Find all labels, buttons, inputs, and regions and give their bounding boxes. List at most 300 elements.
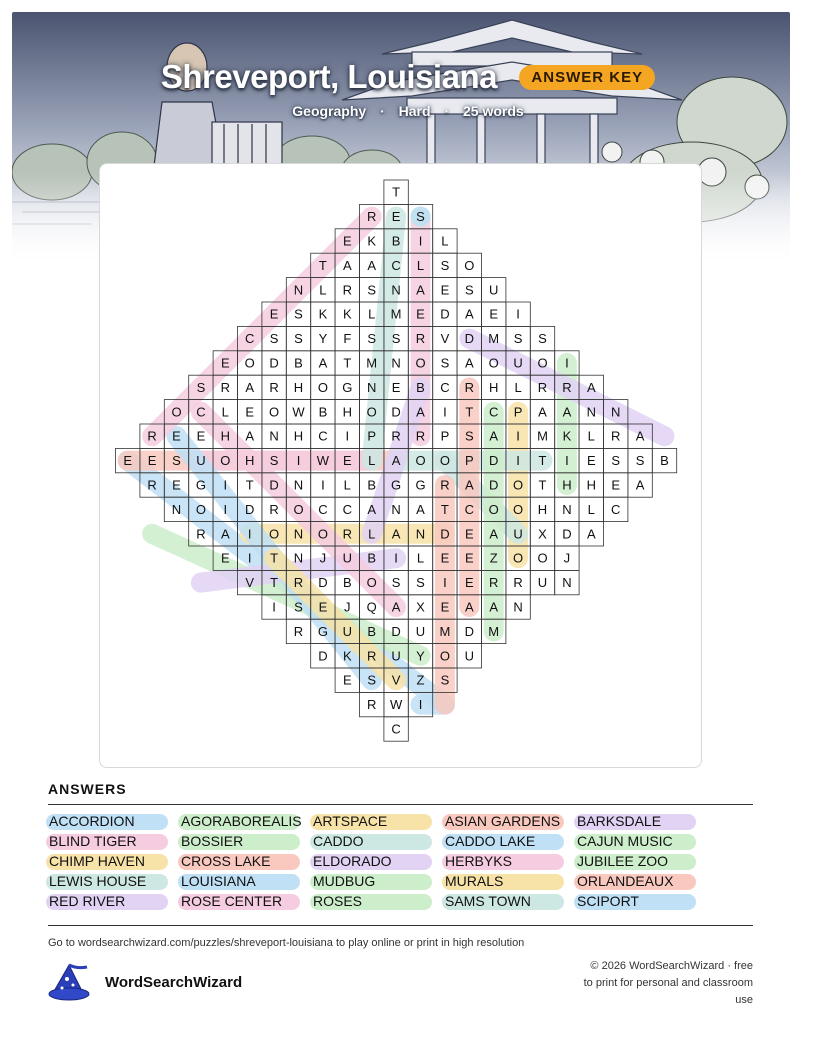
- grid-letter: T: [440, 501, 449, 517]
- grid-letter: E: [318, 599, 328, 615]
- grid-letter: S: [294, 331, 303, 347]
- grid-letter: R: [562, 379, 572, 395]
- grid-letter: S: [294, 599, 303, 615]
- grid-letter: C: [318, 428, 328, 444]
- grid-letter: U: [391, 648, 401, 664]
- answer-word: [180, 893, 282, 910]
- grid-letter: O: [366, 575, 377, 591]
- grid-letter: S: [440, 257, 450, 273]
- grid-letter: A: [342, 257, 352, 273]
- grid-letter: O: [488, 501, 499, 517]
- grid-letter: I: [516, 306, 520, 322]
- grid-letter: P: [513, 404, 523, 420]
- grid-letter: S: [391, 575, 401, 591]
- grid-letter: Y: [416, 648, 425, 664]
- grid-letter: R: [464, 379, 474, 395]
- grid-letter: A: [635, 477, 645, 493]
- grid-letter: D: [269, 477, 279, 493]
- grid-letter: M: [488, 331, 500, 347]
- answer-word-label: ROSE CENTER: [181, 893, 283, 909]
- divider: [48, 925, 753, 926]
- grid-letter: R: [269, 501, 279, 517]
- grid-letter: H: [220, 428, 230, 444]
- grid-letter: R: [367, 697, 377, 713]
- answer-word: [576, 893, 639, 910]
- separator: ·: [380, 103, 385, 119]
- grid-letter: I: [418, 697, 423, 713]
- grid-letter: H: [342, 404, 352, 420]
- grid-letter: N: [171, 501, 182, 517]
- grid-letter: N: [293, 526, 304, 542]
- grid-letter: B: [367, 477, 377, 493]
- grid-letter: Z: [416, 672, 425, 688]
- grid-letter: S: [269, 331, 279, 347]
- grid-letter: A: [391, 453, 401, 469]
- grid-letter: E: [489, 306, 499, 322]
- grid-letter: B: [416, 379, 425, 395]
- grid-letter: D: [391, 623, 401, 639]
- answer-word: [576, 853, 668, 870]
- grid-letter: O: [439, 453, 450, 469]
- grid-letter: O: [513, 501, 524, 517]
- grid-letter: R: [342, 526, 352, 542]
- answer-word-label: CHIMP HAVEN: [49, 853, 145, 869]
- grid-letter: F: [343, 331, 352, 347]
- answer-word-label: CAJUN MUSIC: [577, 833, 673, 849]
- grid-letter: I: [443, 575, 447, 591]
- grid-letter: C: [245, 331, 255, 347]
- answer-word-label: SCIPORT: [577, 893, 639, 909]
- grid-letter: U: [415, 623, 426, 639]
- grid-letter: S: [367, 331, 377, 347]
- grid-letter: H: [537, 501, 548, 517]
- grid-letter: O: [439, 648, 450, 664]
- grid-letter: L: [343, 477, 351, 493]
- grid-letter: S: [391, 331, 401, 347]
- grid-letter: S: [440, 355, 450, 371]
- grid-letter: N: [586, 404, 596, 420]
- grid-letter: I: [321, 477, 325, 493]
- grid-letter: A: [367, 501, 377, 517]
- grid-letter: A: [562, 404, 572, 420]
- grid-letter: T: [270, 550, 279, 566]
- answer-word: [48, 893, 125, 910]
- grid-letter: U: [513, 526, 523, 542]
- grid-letter: A: [416, 501, 425, 517]
- grid-letter: R: [220, 379, 230, 395]
- grid-letter: Q: [366, 599, 377, 615]
- grid-letter: A: [635, 428, 645, 444]
- grid-letter: N: [293, 550, 304, 566]
- answer-word: [444, 813, 560, 830]
- grid-letter: D: [318, 575, 328, 591]
- grid-letter: N: [293, 282, 304, 298]
- grid-letter: D: [440, 306, 450, 322]
- grid-letter: U: [513, 355, 523, 371]
- grid-letter: E: [440, 599, 450, 615]
- grid-letter: O: [366, 404, 377, 420]
- grid-letter: R: [391, 428, 401, 444]
- answer-word-label: CROSS LAKE: [181, 853, 271, 869]
- answer-word: [312, 853, 392, 870]
- grid-letter: K: [342, 306, 352, 322]
- grid-letter: A: [464, 599, 474, 615]
- grid-letter: C: [318, 501, 328, 517]
- answer-word: [48, 833, 137, 850]
- grid-letter: L: [416, 550, 425, 566]
- grid-letter: C: [391, 257, 401, 273]
- grid-letter: O: [464, 257, 475, 273]
- grid-letter: I: [565, 453, 569, 469]
- word-count-label: 25 words: [463, 103, 524, 119]
- grid-letter: A: [464, 355, 474, 371]
- grid-letter: H: [245, 453, 255, 469]
- grid-letter: S: [440, 672, 450, 688]
- grid-letter: W: [316, 453, 330, 469]
- answer-word-label: CADDO: [313, 833, 364, 849]
- grid-letter: R: [196, 526, 206, 542]
- grid-letter: R: [367, 648, 377, 664]
- grid-letter: R: [293, 623, 304, 639]
- grid-letter: O: [220, 453, 231, 469]
- grid-letter: D: [318, 648, 328, 664]
- grid-letter: J: [344, 599, 351, 615]
- grid-letter: O: [317, 526, 328, 542]
- footer-link[interactable]: Go to wordsearchwizard.com/puzzles/shreveport-louisiana to play online or print in high resolution: [48, 937, 525, 949]
- grid-letter: C: [196, 404, 206, 420]
- grid-letter: R: [415, 428, 426, 444]
- grid-letter: E: [172, 477, 181, 493]
- divider: [48, 804, 753, 805]
- grid-letter: H: [586, 477, 596, 493]
- grid-letter: D: [489, 453, 499, 469]
- grid-letter: E: [269, 306, 279, 322]
- grid-letter: S: [294, 306, 303, 322]
- grid-letter: T: [343, 355, 352, 371]
- answer-word-label: MUDBUG: [313, 873, 376, 889]
- grid-letter: B: [660, 453, 669, 469]
- grid-letter: D: [489, 477, 499, 493]
- grid-letter: U: [537, 575, 548, 591]
- grid-letter: J: [319, 550, 327, 566]
- grid-letter: M: [537, 428, 548, 444]
- grid-letter: L: [368, 306, 376, 322]
- grid-letter: H: [562, 477, 572, 493]
- grid-letter: I: [516, 453, 520, 469]
- grid-letter: E: [391, 379, 401, 395]
- grid-letter: S: [538, 331, 547, 347]
- grid-letter: S: [611, 453, 621, 469]
- answer-word: [180, 813, 302, 830]
- grid-letter: V: [245, 575, 255, 591]
- puzzle-meta: [0, 103, 816, 119]
- grid-letter: I: [443, 404, 447, 420]
- answer-word-label: ROSES: [313, 893, 363, 909]
- grid-letter: M: [488, 623, 500, 639]
- grid-letter: P: [367, 428, 377, 444]
- wizard-hat-icon: [47, 963, 93, 1008]
- grid-letter: A: [586, 379, 596, 395]
- grid-letter: O: [244, 355, 255, 371]
- grid-letter: A: [367, 257, 377, 273]
- grid-letter: S: [367, 282, 377, 298]
- grid-letter: A: [416, 282, 425, 298]
- grid-letter: H: [293, 428, 304, 444]
- answer-word: [312, 893, 362, 910]
- grid-letter: A: [586, 526, 596, 542]
- grid-letter: N: [293, 477, 304, 493]
- answer-word: [576, 813, 661, 830]
- grid-letter: V: [440, 331, 450, 347]
- grid-letter: K: [367, 233, 377, 249]
- grid-letter: L: [514, 379, 522, 395]
- answer-word: [180, 833, 243, 850]
- grid-letter: E: [440, 282, 450, 298]
- title-row: [0, 58, 816, 96]
- grid-letter: K: [318, 306, 328, 322]
- grid-letter: G: [391, 477, 402, 493]
- grid-letter: N: [391, 501, 401, 517]
- grid-letter: A: [538, 404, 547, 420]
- grid-letter: R: [415, 331, 426, 347]
- grid-letter: B: [318, 404, 328, 420]
- grid-letter: E: [147, 453, 157, 469]
- grid-letter: D: [440, 526, 450, 542]
- grid-letter: R: [342, 282, 352, 298]
- grid-letter: I: [223, 501, 228, 517]
- grid-letter: M: [390, 306, 402, 322]
- grid-letter: T: [245, 477, 254, 493]
- grid-letter: O: [317, 379, 328, 395]
- grid-letter: P: [440, 428, 450, 444]
- grid-letter: E: [172, 428, 181, 444]
- brand-name: WordSearchWizard: [105, 974, 243, 991]
- grid-letter: I: [247, 550, 252, 566]
- grid-letter: I: [247, 526, 252, 542]
- grid-letter: E: [464, 550, 474, 566]
- answer-word-label: AGORABOREALIS: [181, 813, 302, 829]
- grid-letter: L: [587, 501, 595, 517]
- grid-letter: S: [269, 453, 279, 469]
- puzzle-card: [99, 163, 702, 768]
- grid-letter: J: [563, 550, 571, 566]
- grid-letter: E: [586, 453, 596, 469]
- grid-letter: D: [269, 355, 279, 371]
- grid-letter: O: [488, 355, 499, 371]
- answer-word-label: JUBILEE ZOO: [577, 853, 669, 869]
- answer-word: [444, 853, 512, 870]
- grid-letter: N: [391, 282, 401, 298]
- grid-letter: R: [513, 575, 523, 591]
- grid-letter: S: [172, 453, 181, 469]
- grid-letter: I: [418, 233, 423, 249]
- grid-letter: E: [196, 428, 206, 444]
- answer-word: [180, 853, 270, 870]
- grid-letter: D: [464, 623, 474, 639]
- answer-word: [576, 833, 673, 850]
- grid-letter: C: [391, 721, 401, 737]
- grid-letter: S: [464, 428, 474, 444]
- grid-letter: L: [368, 526, 376, 542]
- grid-letter: N: [513, 599, 523, 615]
- grid-letter: I: [296, 453, 301, 469]
- grid-letter: H: [489, 379, 499, 395]
- grid-letter: A: [245, 379, 255, 395]
- grid-letter: O: [513, 477, 524, 493]
- answer-word: [180, 873, 256, 890]
- grid-letter: E: [464, 526, 474, 542]
- answer-word: [312, 873, 375, 890]
- grid-letter: R: [367, 209, 377, 225]
- grid-letter: N: [562, 501, 572, 517]
- grid-letter: N: [611, 404, 621, 420]
- grid-letter: L: [368, 453, 376, 469]
- grid-letter: I: [223, 477, 228, 493]
- grid-letter: T: [392, 184, 401, 200]
- grid-letter: C: [611, 501, 621, 517]
- grid-letter: N: [391, 355, 401, 371]
- grid-letter: R: [269, 379, 279, 395]
- grid-letter: R: [489, 575, 499, 591]
- grid-letter: D: [562, 526, 572, 542]
- answer-word: [444, 893, 531, 910]
- grid-letter: V: [391, 672, 401, 688]
- grid-letter: T: [465, 404, 474, 420]
- grid-letter: M: [439, 623, 451, 639]
- page-title: Shreveport, Louisiana: [160, 58, 497, 95]
- answer-key-badge: ANSWER KEY: [519, 65, 655, 90]
- answer-word: [312, 833, 364, 850]
- answer-word-label: ASIAN GARDENS: [445, 813, 561, 829]
- grid-letter: O: [171, 404, 182, 420]
- difficulty-label: Hard: [398, 103, 431, 119]
- grid-letter: D: [245, 501, 255, 517]
- grid-letter: O: [195, 501, 206, 517]
- grid-letter: T: [538, 477, 547, 493]
- grid-letter: D: [464, 331, 474, 347]
- grid-letter: B: [391, 233, 401, 249]
- grid-letter: T: [318, 257, 327, 273]
- answer-word: [576, 873, 673, 890]
- grid-letter: E: [464, 575, 474, 591]
- answer-word-label: SAMS TOWN: [445, 893, 531, 909]
- grid-letter: C: [489, 404, 499, 420]
- grid-letter: N: [415, 526, 426, 542]
- grid-cells: [116, 180, 677, 741]
- grid-letter: E: [342, 453, 352, 469]
- grid-letter: A: [416, 404, 425, 420]
- grid-letter: E: [123, 453, 133, 469]
- grid-letter: I: [394, 550, 398, 566]
- word-search-grid[interactable]: [100, 164, 703, 769]
- grid-letter: S: [367, 672, 377, 688]
- grid-letter: G: [415, 477, 426, 493]
- answer-word-label: BOSSIER: [181, 833, 244, 849]
- grid-letter: L: [587, 428, 595, 444]
- grid-letter: T: [538, 453, 547, 469]
- answer-word-label: ACCORDION: [49, 813, 135, 829]
- grid-letter: R: [147, 428, 157, 444]
- answer-word-label: HERBYKS: [445, 853, 512, 869]
- answer-word-label: ORLANDEAUX: [577, 873, 674, 889]
- answer-word-label: LOUISIANA: [181, 873, 256, 889]
- grid-letter: L: [441, 233, 449, 249]
- answer-word-label: MURALS: [445, 873, 504, 889]
- grid-letter: E: [611, 477, 621, 493]
- grid-letter: O: [293, 501, 304, 517]
- grid-letter: A: [464, 477, 474, 493]
- grid-letter: O: [415, 453, 426, 469]
- grid-letter: S: [464, 282, 474, 298]
- grid-letter: B: [342, 575, 352, 591]
- answer-word-label: LEWIS HOUSE: [49, 873, 147, 889]
- grid-letter: P: [464, 453, 474, 469]
- grid-letter: A: [391, 599, 401, 615]
- grid-letter: A: [245, 428, 255, 444]
- grid-letter: S: [635, 453, 645, 469]
- grid-letter: W: [389, 697, 403, 713]
- grid-letter: I: [272, 599, 276, 615]
- answer-word-label: BLIND TIGER: [49, 833, 137, 849]
- grid-letter: K: [342, 648, 352, 664]
- grid-letter: R: [147, 477, 157, 493]
- grid-letter: A: [318, 355, 328, 371]
- grid-letter: E: [342, 233, 352, 249]
- grid-letter: C: [440, 379, 450, 395]
- grid-letter: S: [513, 331, 523, 347]
- answer-word-label: RED RIVER: [49, 893, 126, 909]
- grid-letter: N: [367, 379, 377, 395]
- grid-letter: R: [537, 379, 548, 395]
- grid-letter: G: [342, 379, 353, 395]
- grid-letter: L: [416, 257, 425, 273]
- grid-letter: B: [367, 550, 377, 566]
- grid-letter: A: [391, 526, 401, 542]
- grid-letter: E: [391, 209, 401, 225]
- category-label: Geography: [292, 103, 367, 119]
- grid-letter: E: [245, 404, 255, 420]
- grid-letter: U: [342, 550, 352, 566]
- grid-letter: O: [513, 550, 524, 566]
- grid-letter: E: [440, 550, 450, 566]
- grid-letter: G: [317, 623, 328, 639]
- copyright: © 2026 WordSearchWizard · free to print for personal and classroom use: [583, 960, 753, 1006]
- grid-letter: T: [270, 575, 279, 591]
- grid-letter: I: [516, 428, 520, 444]
- grid-letter: O: [269, 404, 280, 420]
- grid-letter: R: [293, 575, 304, 591]
- grid-letter: B: [294, 355, 303, 371]
- answer-word-label: CADDO LAKE: [445, 833, 536, 849]
- answer-word: [48, 873, 146, 890]
- grid-letter: A: [489, 599, 499, 615]
- grid-letter: I: [345, 428, 350, 444]
- grid-letter: S: [416, 209, 425, 225]
- grid-letter: N: [562, 575, 572, 591]
- grid-letter: X: [538, 526, 547, 542]
- answer-word: [444, 873, 503, 890]
- grid-letter: K: [562, 428, 572, 444]
- grid-letter: A: [489, 526, 499, 542]
- answer-word: [48, 853, 145, 870]
- grid-letter: G: [195, 477, 206, 493]
- grid-letter: U: [342, 623, 352, 639]
- grid-letter: M: [366, 355, 378, 371]
- grid-letter: C: [464, 501, 474, 517]
- grid-letter: R: [611, 428, 621, 444]
- grid-letter: W: [292, 404, 305, 420]
- grid-letter: N: [269, 428, 279, 444]
